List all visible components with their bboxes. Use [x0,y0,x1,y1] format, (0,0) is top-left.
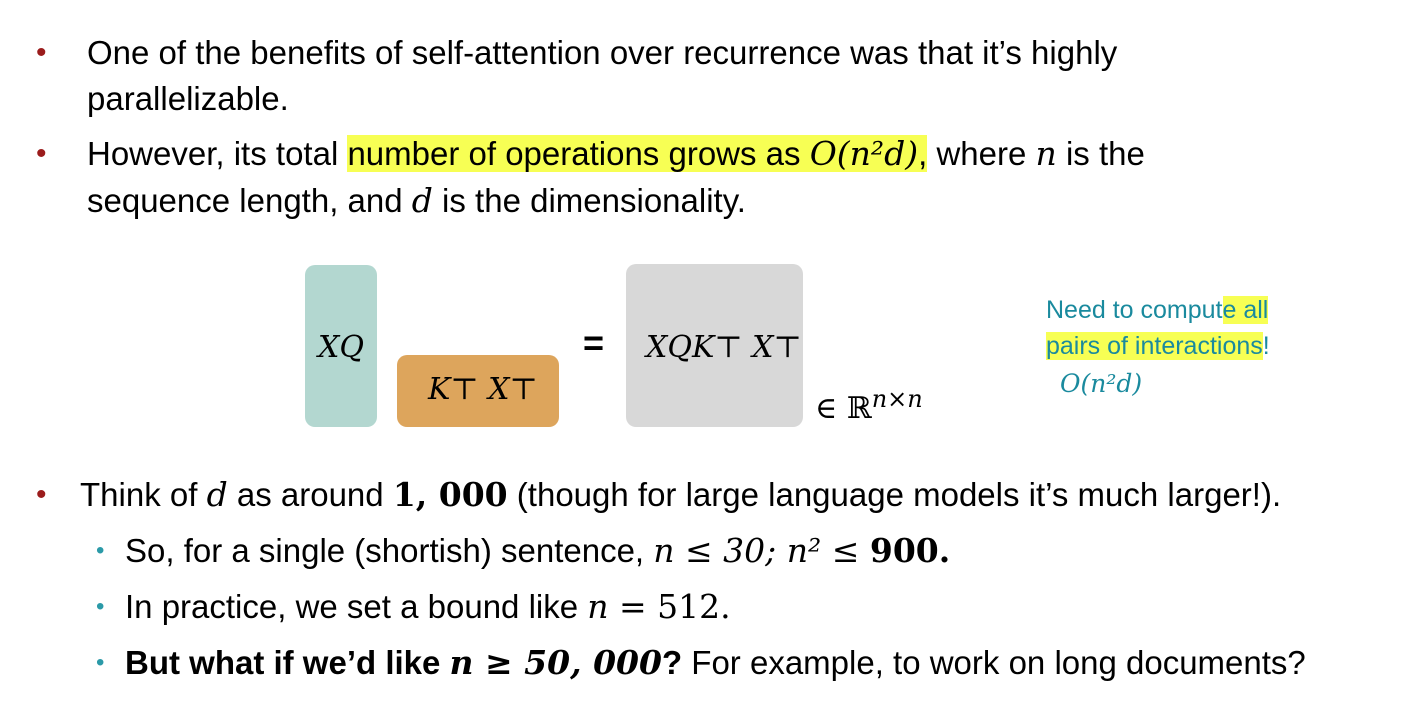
bullet-2-where: where [927,135,1036,172]
sub-bullet-1-math: n ≤ 30; n² ≤ [653,531,870,570]
domain-label [815,385,923,426]
side-note-line-2 [1046,328,1270,364]
math-d: d [206,475,228,514]
bullet-2-line2-pre: sequence length, and [87,182,412,219]
domain-sup: n×n [871,385,923,413]
bullet-3 [80,472,1281,518]
bullet-1-line-2 [87,76,289,122]
sub-bullet-2-math-rest: = 512. [608,587,731,626]
bullet-2-text: However, its total [87,135,348,172]
sub-bullet-3 [125,640,1306,686]
sub-bullet-1-bold-math: 900. [869,531,951,570]
bullet-3-mid: as around [227,476,393,513]
math-d: d [411,181,433,220]
bullet-2-line2-post: is the dimensionality. [432,182,746,219]
bullet-3-pre: Think of [80,476,207,513]
bullet-1-text-cont: parallelizable. [87,80,289,117]
bullet-2-line-1 [87,131,1145,177]
xq-label: XQ [318,330,364,365]
bullet-2-line-2 [87,178,746,224]
sub-bullet-1 [125,528,950,574]
side-note-complexity: O(n²d) [1060,369,1143,398]
sub-bullet-dot: • [96,649,105,676]
complexity-math: O(n²d) [809,134,919,173]
bullet-dot: • [36,36,47,69]
bullet-1-line-1 [87,30,1117,76]
highlighted-phrase [347,135,927,172]
sub-bullet-dot: • [96,537,105,564]
kx-label: K⊤ X⊤ [428,372,538,407]
note-highlight: e all [1222,296,1269,324]
result-label: XQK⊤ X⊤ [646,330,802,365]
sub-bullet-3-question: ? [661,644,683,681]
bullet-dot: • [36,478,47,511]
math-1000: 1, 000 [392,475,508,514]
note-highlight: pairs of interactions [1046,332,1263,360]
sub-bullet-1-text: So, for a single (shortish) sentence, [125,532,654,569]
highlight-comma: , [918,135,928,172]
equals-sign: = [583,322,605,363]
sub-bullet-2-math-n: n [587,587,609,626]
sub-bullet-dot: • [96,593,105,620]
bullet-dot: • [36,137,47,170]
sub-bullet-3-bold-text: But what if we’d like [125,644,450,681]
side-note-line-1 [1046,292,1268,328]
sub-bullet-2 [125,584,731,630]
math-n: n [1035,134,1057,173]
sub-bullet-2-text: In practice, we set a bound like [125,588,588,625]
bullet-3-post: (though for large language models it’s much larger!). [507,476,1282,513]
note-text: Need to comput [1046,296,1223,324]
sub-bullet-3-tail: For example, to work on long documents? [682,644,1306,681]
note-text: ! [1262,332,1270,360]
bullet-2-is-the: is the [1056,135,1145,172]
bullet-1-text: One of the benefits of self-attention over recurrence was that it’s highly [87,34,1118,71]
sub-bullet-3-bold-math: n ≥ 50, 000 [449,643,662,682]
highlight-text: number of operations grows as [347,135,810,172]
domain-symbol: ∈ ℝ [815,391,872,426]
